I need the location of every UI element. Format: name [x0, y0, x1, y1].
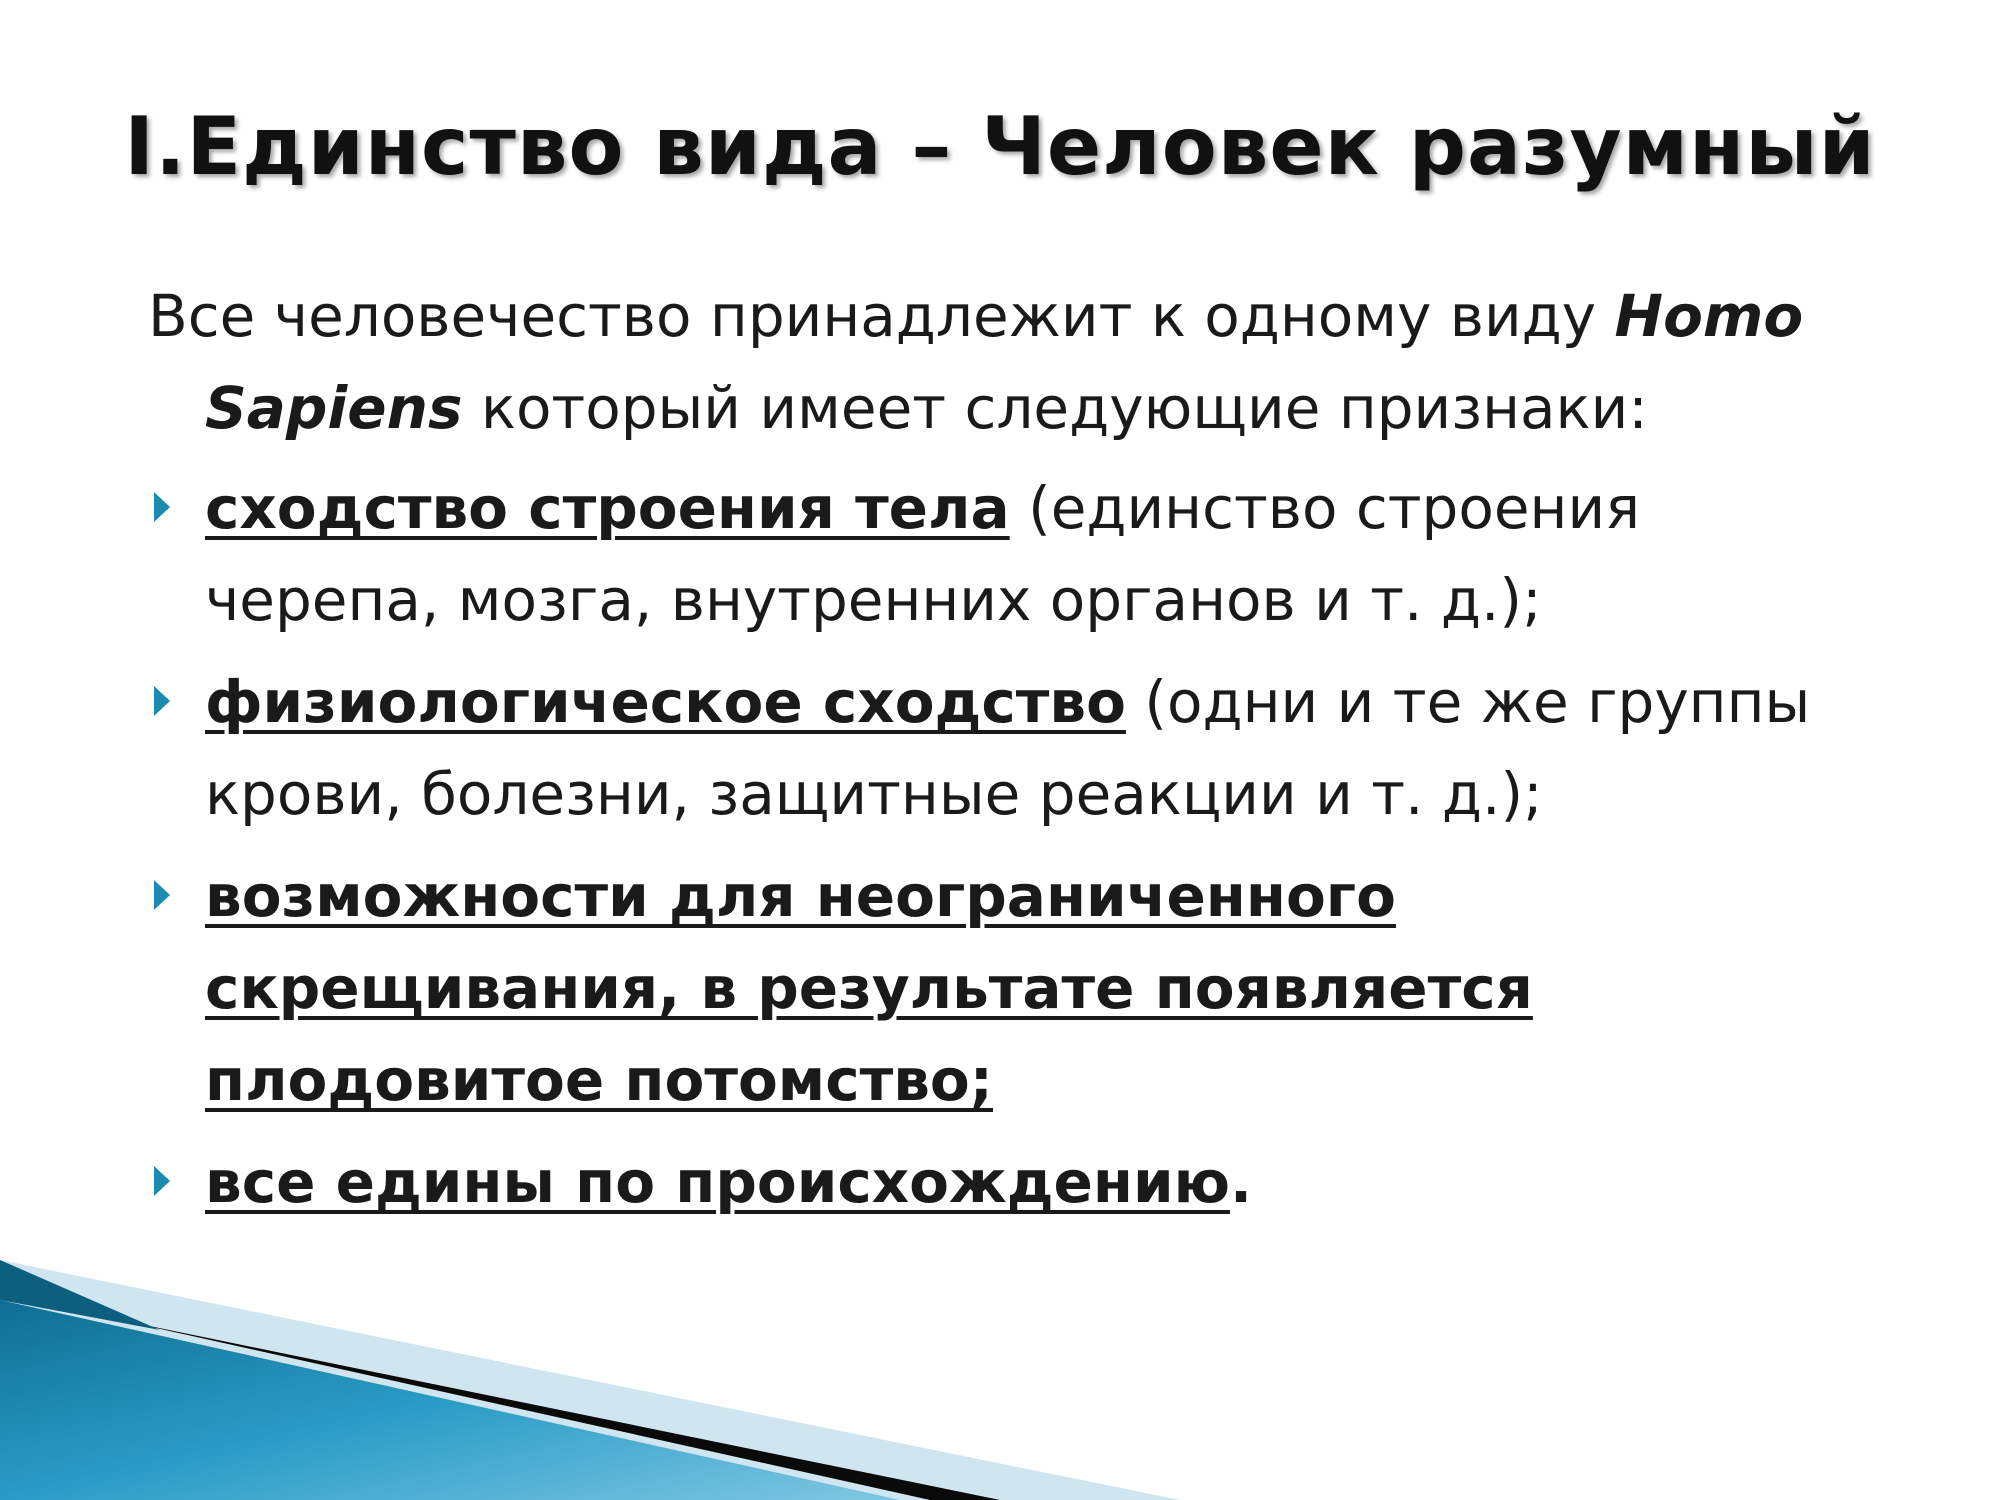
bullet-heading: физиологическое сходство: [205, 668, 1126, 736]
triangle-bullet-icon: [154, 1166, 170, 1196]
list-item: [148, 850, 1868, 1126]
bullet-text: (единство строения черепа, мозга, внутренних органов и т. д.);: [205, 474, 1641, 634]
triangle-bullet-icon: [154, 492, 170, 522]
list-item: [148, 1136, 1868, 1228]
blue-wedge: [0, 1300, 900, 1500]
species-term: Homo Sapiens: [205, 282, 1804, 442]
bullet-heading: возможности для неограниченного скрещивания, в результате появляется плодовитое потомство;: [205, 862, 1533, 1114]
bullet-text: .: [1229, 1148, 1253, 1216]
list-item: [148, 656, 1868, 840]
intro-paragraph: [148, 270, 1868, 454]
bullet-heading: все едины по происхождению: [205, 1148, 1230, 1216]
intro-suffix: который имеет следующие признаки:: [462, 374, 1648, 442]
list-item: [148, 462, 1868, 646]
bullet-heading: сходство строения тела: [205, 474, 1010, 542]
bullet-text: (одни и те же группы крови, болезни, защитные реакции и т. д.);: [205, 668, 1811, 828]
triangle-bullet-icon: [154, 686, 170, 716]
slide-content: [148, 270, 1868, 1238]
triangle-bullet-icon: [154, 880, 170, 910]
slide-title: I.Единство вида – Человек разумный: [124, 100, 1876, 193]
corner-decoration: [0, 1260, 1500, 1500]
feature-list: [148, 462, 1868, 1228]
intro-prefix: Все человечество принадлежит к одному виду: [148, 282, 1615, 350]
